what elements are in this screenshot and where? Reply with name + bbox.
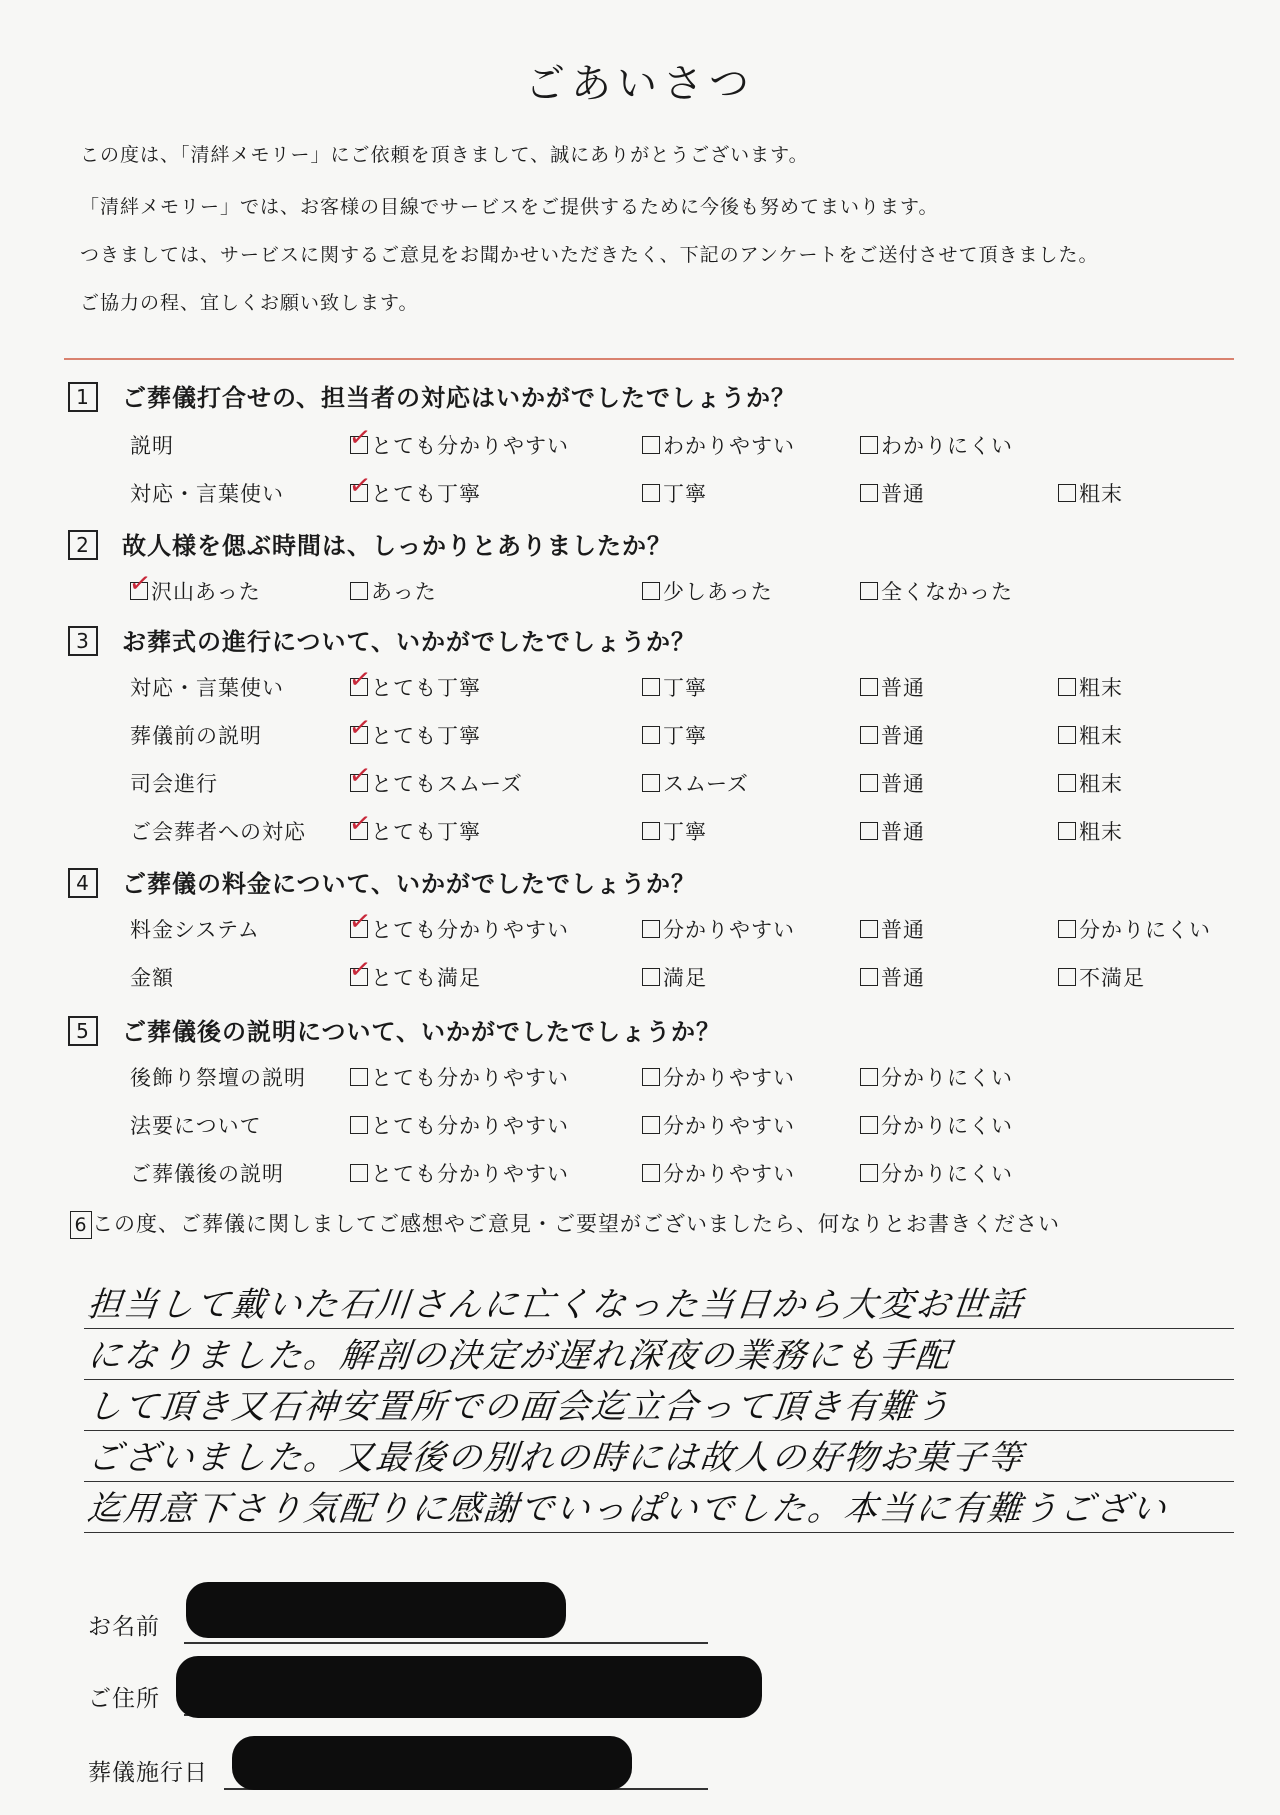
answer-option[interactable] [860,914,925,944]
handwritten-line-2: になりました。解剖の決定が遅れ深夜の業務にも手配 [85,1336,954,1376]
checkbox[interactable] [1058,968,1076,986]
answer-row [0,421,1280,464]
option-text: 丁寧 [663,724,707,748]
option-text: わかりやすい [663,434,795,458]
question-number: 3 [68,626,98,656]
answer-option[interactable] [347,953,481,992]
answer-row [0,567,1280,610]
answer-option[interactable] [347,711,481,750]
option-text: 丁寧 [663,676,707,700]
answer-option[interactable] [860,576,1013,606]
checkbox[interactable] [1058,678,1076,696]
question-number: 1 [68,382,98,412]
handwritten-line-5: 迄用意下さり気配りに感謝でいっぱいでした。本当に有難うござい [85,1489,1170,1529]
answer-option[interactable] [127,567,261,606]
option-text: 分かりやすい [663,1066,795,1090]
answer-row [0,469,1280,512]
address-redaction [176,1656,762,1718]
option-text: とても分かりやすい [371,1162,569,1186]
option-text: 分かりにくい [881,1066,1013,1090]
checkbox[interactable] [642,774,660,792]
option-text: とても分かりやすい [371,1114,569,1138]
handwritten-line-1: 担当して戴いた石川さんに亡くなった当日から大変お世話 [85,1285,1026,1325]
checkbox[interactable] [347,421,374,455]
option-text: 満足 [663,966,707,990]
checkbox[interactable] [347,469,374,503]
intro-line-1: この度は、「清絆メモリー」にご依頼を頂きまして、誠にありがとうございます。 [80,144,809,166]
answer-row [0,711,1280,754]
checkmark-icon: ✓ [347,469,374,503]
row-label: 対応・言葉使い [130,676,284,700]
option-text: とても分かりやすい [371,918,569,942]
option-text: とても丁寧 [371,482,481,506]
answer-option[interactable] [347,469,481,508]
question-text: ご葬儀打合せの、担当者の対応はいかがでしたでしょうか？ [122,384,797,412]
answer-option[interactable] [860,672,925,702]
checkbox[interactable] [642,968,660,986]
date-label: 葬儀施行日 [88,1760,208,1786]
option-text: 少しあった [663,580,773,604]
question-number: 2 [68,530,98,560]
answer-row [0,807,1280,850]
answer-row [0,905,1280,948]
question-number: 5 [68,1016,98,1046]
option-text: あった [371,580,437,604]
option-text: とても満足 [371,966,481,990]
option-text: 分かりやすい [663,1162,795,1186]
answer-option[interactable] [642,478,707,508]
name-field[interactable] [88,1608,160,1641]
checkbox[interactable] [860,582,878,600]
option-text: 分かりやすい [663,918,795,942]
question-3-heading [68,622,696,658]
answer-option[interactable] [642,914,795,944]
option-text: 全くなかった [881,580,1013,604]
checkmark-icon: ✓ [347,711,374,745]
checkbox[interactable] [1058,726,1076,744]
answer-option[interactable] [1058,768,1123,798]
option-text: 普通 [881,772,925,796]
checkbox[interactable] [860,726,878,744]
checkbox[interactable] [350,1068,368,1086]
checkbox[interactable] [347,711,374,745]
checkbox[interactable] [642,436,660,454]
checkmark-icon: ✓ [347,905,374,939]
checkmark-icon: ✓ [127,567,154,601]
option-text: 粗末 [1079,820,1123,844]
name-redaction [186,1582,566,1638]
name-label: お名前 [88,1614,160,1640]
comment-line [84,1431,1234,1482]
answer-option[interactable] [642,816,707,846]
answer-option[interactable] [1058,720,1123,750]
answer-option[interactable] [347,663,481,702]
option-text: 粗末 [1079,482,1123,506]
option-text: わかりにくい [881,434,1013,458]
option-text: 分かりにくい [881,1114,1013,1138]
comment-line [84,1329,1234,1380]
address-label: ご住所 [88,1686,160,1712]
handwritten-line-4: ございました。又最後の別れの時には故人の好物お菓子等 [85,1438,1026,1478]
checkbox[interactable] [860,822,878,840]
checkbox[interactable] [350,1164,368,1182]
checkbox[interactable] [860,1068,878,1086]
option-text: 普通 [881,918,925,942]
option-text: 普通 [881,966,925,990]
checkbox[interactable] [860,968,878,986]
option-text: 分かりにくい [881,1162,1013,1186]
date-field[interactable] [88,1754,208,1787]
checkmark-icon: ✓ [347,421,374,455]
checkbox[interactable] [1058,774,1076,792]
row-label: 対応・言葉使い [130,482,284,506]
option-text: 不満足 [1079,966,1145,990]
checkbox[interactable] [347,905,374,939]
option-text: とても分かりやすい [371,434,569,458]
answer-option[interactable] [1058,816,1123,846]
answer-row [0,1110,1280,1144]
checkbox[interactable] [860,920,878,938]
intro-line-3: つきましては、サービスに関するご意見をお聞かせいただきたく、下記のアンケートをご送付させて頂きました。 [80,244,1099,266]
intro-line-2: 「清絆メモリー」では、お客様の目線でサービスをご提供するために今後も努めてまいります。 [80,196,939,218]
comment-line [84,1380,1234,1431]
question-text: 故人様を偲ぶ時間は、しっかりとありましたか？ [122,532,672,560]
question-4-heading [68,864,696,900]
row-label: ご葬儀後の説明 [130,1162,284,1186]
question-1-heading [68,378,796,414]
answer-row [0,663,1280,706]
checkbox[interactable] [347,953,374,987]
row-label: 葬儀前の説明 [130,724,262,748]
option-text: 普通 [881,482,925,506]
answer-row [0,1158,1280,1192]
checkbox[interactable] [642,1164,660,1182]
row-label: 金額 [130,966,174,990]
checkbox[interactable] [347,807,374,841]
date-redaction [232,1736,632,1790]
checkbox[interactable] [860,436,878,454]
answer-option[interactable] [347,759,523,798]
checkbox[interactable] [642,822,660,840]
checkbox[interactable] [860,1164,878,1182]
option-text: 粗末 [1079,772,1123,796]
checkbox[interactable] [347,759,374,793]
handwritten-line-3: して頂き又石神安置所での面会迄立合って頂き有難う [85,1387,954,1427]
answer-option[interactable] [642,1110,795,1140]
answer-option[interactable] [860,768,925,798]
answer-option[interactable] [860,1158,1013,1188]
option-text: とても丁寧 [371,724,481,748]
answer-option[interactable] [860,816,925,846]
question-6-text: この度、ご葬儀に関しましてご感想やご意見・ご要望がございましたら、何なりとお書きください [92,1212,1060,1236]
row-label: 後飾り祭壇の説明 [130,1066,306,1090]
checkbox[interactable] [642,484,660,502]
answer-option[interactable] [642,962,707,992]
header-divider [64,358,1234,360]
answer-option[interactable] [860,962,925,992]
checkmark-icon: ✓ [347,953,374,987]
checkbox[interactable] [127,567,154,601]
answer-option[interactable] [860,1062,1013,1092]
answer-option[interactable] [347,421,569,460]
answer-option[interactable] [350,1158,569,1188]
row-label: 法要について [130,1114,262,1138]
comment-line [84,1278,1234,1329]
question-5-heading [68,1012,721,1048]
checkbox[interactable] [642,920,660,938]
question-text: ご葬儀後の説明について、いかがでしたでしょうか？ [122,1018,722,1046]
answer-row [0,1062,1280,1096]
answer-option[interactable] [347,807,481,846]
option-text: 分かりやすい [663,1114,795,1138]
checkbox[interactable] [642,582,660,600]
answer-option[interactable] [350,576,437,606]
checkbox[interactable] [860,678,878,696]
answer-option[interactable] [1058,914,1211,944]
checkbox[interactable] [860,774,878,792]
checkbox[interactable] [1058,920,1076,938]
option-text: 丁寧 [663,820,707,844]
checkbox[interactable] [347,663,374,697]
option-text: 丁寧 [663,482,707,506]
comment-area[interactable] [84,1278,1234,1533]
option-text: 粗末 [1079,676,1123,700]
checkbox[interactable] [642,1068,660,1086]
question-number: 4 [68,868,98,898]
option-text: 沢山あった [151,580,261,604]
option-text: 分かりにくい [1079,918,1211,942]
row-label: 説明 [130,434,174,458]
option-text: とても丁寧 [371,676,481,700]
intro-line-4: ご協力の程、宜しくお願い致します。 [80,292,419,314]
checkbox[interactable] [860,484,878,502]
option-text: とても分かりやすい [371,1066,569,1090]
answer-option[interactable] [1058,672,1123,702]
answer-row [0,953,1280,996]
option-text: 普通 [881,724,925,748]
checkbox[interactable] [1058,822,1076,840]
checkbox[interactable] [860,1116,878,1134]
option-text: とても丁寧 [371,820,481,844]
question-6-number: 6 [70,1211,92,1239]
row-label: 料金システム [130,918,260,942]
option-text: 粗末 [1079,724,1123,748]
row-label: ご会葬者への対応 [130,820,306,844]
checkbox[interactable] [642,1116,660,1134]
answer-option[interactable] [347,905,569,944]
answer-option[interactable] [642,576,773,606]
checkbox[interactable] [642,726,660,744]
question-text: お葬式の進行について、いかがでしたでしょうか？ [122,628,697,656]
answer-option[interactable] [860,478,925,508]
answer-option[interactable] [350,1062,569,1092]
answer-option[interactable] [860,1110,1013,1140]
answer-option[interactable] [642,720,707,750]
row-label: 司会進行 [130,772,218,796]
answer-option[interactable] [860,430,1013,460]
answer-option[interactable] [642,430,795,460]
address-field[interactable] [88,1680,160,1713]
option-text: 普通 [881,676,925,700]
answer-option[interactable] [642,1158,795,1188]
answer-option[interactable] [860,720,925,750]
name-underline [184,1642,708,1644]
checkbox[interactable] [350,582,368,600]
answer-option[interactable] [1058,478,1123,508]
checkmark-icon: ✓ [347,759,374,793]
question-6 [70,1208,1060,1239]
checkbox[interactable] [1058,484,1076,502]
checkbox[interactable] [350,1116,368,1134]
question-text: ご葬儀の料金について、いかがでしたでしょうか？ [122,870,697,898]
option-text: スムーズ [663,772,749,796]
answer-option[interactable] [642,768,749,798]
question-2-heading [68,526,672,562]
answer-option[interactable] [642,1062,795,1092]
answer-option[interactable] [1058,962,1145,992]
page-title: ごあいさつ [525,61,755,107]
answer-option[interactable] [350,1110,569,1140]
checkmark-icon: ✓ [347,807,374,841]
option-text: 普通 [881,820,925,844]
checkbox[interactable] [642,678,660,696]
answer-row [0,759,1280,802]
comment-line [84,1482,1234,1533]
option-text: とてもスムーズ [371,772,523,796]
checkmark-icon: ✓ [347,663,374,697]
answer-option[interactable] [642,672,707,702]
